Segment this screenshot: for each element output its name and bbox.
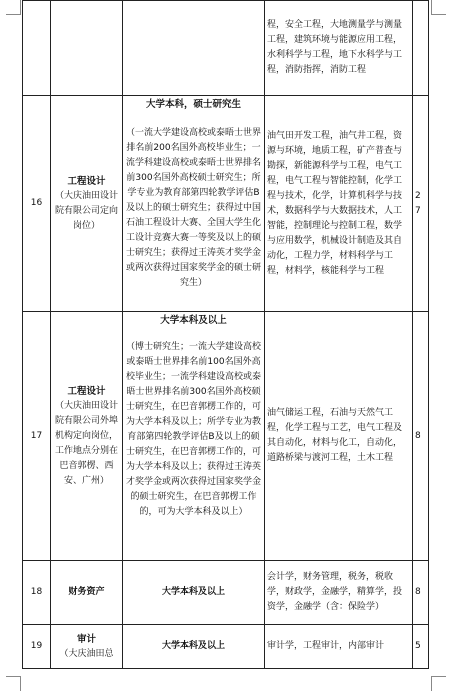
table-row	[23, 96, 429, 312]
count-cell: 8	[413, 312, 429, 561]
education-level: 大学本科及以上	[123, 625, 265, 669]
position-unit: （大庆油田设计院有限公司定向岗位）	[54, 190, 118, 231]
position-title: 工程设计	[67, 385, 106, 397]
page-corner-mark	[6, 676, 21, 691]
education-level: 大学本科，硕士研究生	[145, 99, 241, 110]
row-number: 19	[23, 625, 51, 669]
majors-cell: 会计学，财务管理，税务，税收学，财政学，金融学，精算学，投资学，金融学（含：保险学）	[265, 561, 413, 625]
education-requirements: （博士研究生；一流大学建设高校或泰晤士世界排名前100名国外高校毕业生；一流学科建设高校或泰晤士世界排名前300名国外高校硕士研究生，在巴音郭楞工作的，可为大学本科及以上；所学专业为教育部第四轮教学评估B及以上的硕士研究生，在巴音郭楞工作的，可为大学本科及以上；获得过王涛英才奖学金或两次获得过国家奖学金的硕士研究生，在巴音郭楞工作的，可为大学本科及以上）	[125, 342, 261, 517]
count-cell: 27	[413, 96, 429, 312]
table-row	[23, 561, 429, 625]
position-title: 审计	[76, 633, 96, 645]
education-cell	[123, 1, 265, 96]
table-row	[23, 1, 429, 96]
education-requirements: （一流大学建设高校或泰晤士世界排名前200名国外高校毕业生；一流学科建设高校或泰晤士世界排名前300名国外高校硕士研究生；所学专业为教育部第四轮教学评估B及以上的硕士研究生；获得过中国石油工程设计大赛、全国大学生化工设计竞赛大赛一等奖及以上的硕士研究生；获得过王涛英才奖学金或两次获得过国家奖学金的硕士研究生）	[125, 128, 261, 288]
count-cell	[413, 1, 429, 96]
majors-cell: 程，安全工程，大地测量学与测量工程，建筑环境与能源应用工程，水利科学与工程，地下水科学与工程，消防指挥，消防工程	[265, 1, 413, 96]
majors-cell: 审计学，工程审计，内部审计	[265, 625, 413, 669]
count-cell: 5	[413, 625, 429, 669]
position-title: 财务资产	[51, 561, 123, 625]
position-cell	[51, 1, 123, 96]
position-cell	[51, 96, 123, 312]
row-number: 18	[23, 561, 51, 625]
recruitment-table	[22, 0, 429, 669]
page-corner-mark	[6, 0, 21, 15]
position-title: 工程设计	[67, 175, 106, 187]
education-level: 大学本科及以上	[123, 561, 265, 625]
majors-cell: 油气田开发工程，油气井工程，资源与环境，地质工程，矿产普查与勘探，新能源科学与工程，电气工程，电气工程与智能控制，化学工程与技术，化学，计算机科学与技术，数据科学与大数据技术，人工智能，控制理论与控制工程，数学与应用数学，机械设计制造及其自动化，工程力学，材料科学与工程，材料学，核能科学与工程	[265, 96, 413, 312]
table-row	[23, 312, 429, 561]
position-unit: （大庆油田总	[59, 648, 114, 659]
count-cell: 8	[413, 561, 429, 625]
row-number	[23, 1, 51, 96]
position-cell	[51, 625, 123, 669]
row-number: 17	[23, 312, 51, 561]
page-corner-mark	[431, 0, 446, 15]
education-cell	[123, 312, 265, 561]
position-unit: （大庆油田设计院有限公司外埠机构定向岗位，工作地点分别在巴音郭楞、西安、广州）	[54, 400, 118, 486]
majors-cell: 油气储运工程，石油与天然气工程，化学工程与工艺，电气工程及其自动化，材料与化工，自动化，道路桥梁与渡河工程，土木工程	[265, 312, 413, 561]
row-number: 16	[23, 96, 51, 312]
page-corner-mark	[431, 676, 446, 691]
position-cell	[51, 312, 123, 561]
table-row	[23, 625, 429, 669]
education-cell	[123, 96, 265, 312]
education-level: 大学本科及以上	[160, 315, 227, 326]
